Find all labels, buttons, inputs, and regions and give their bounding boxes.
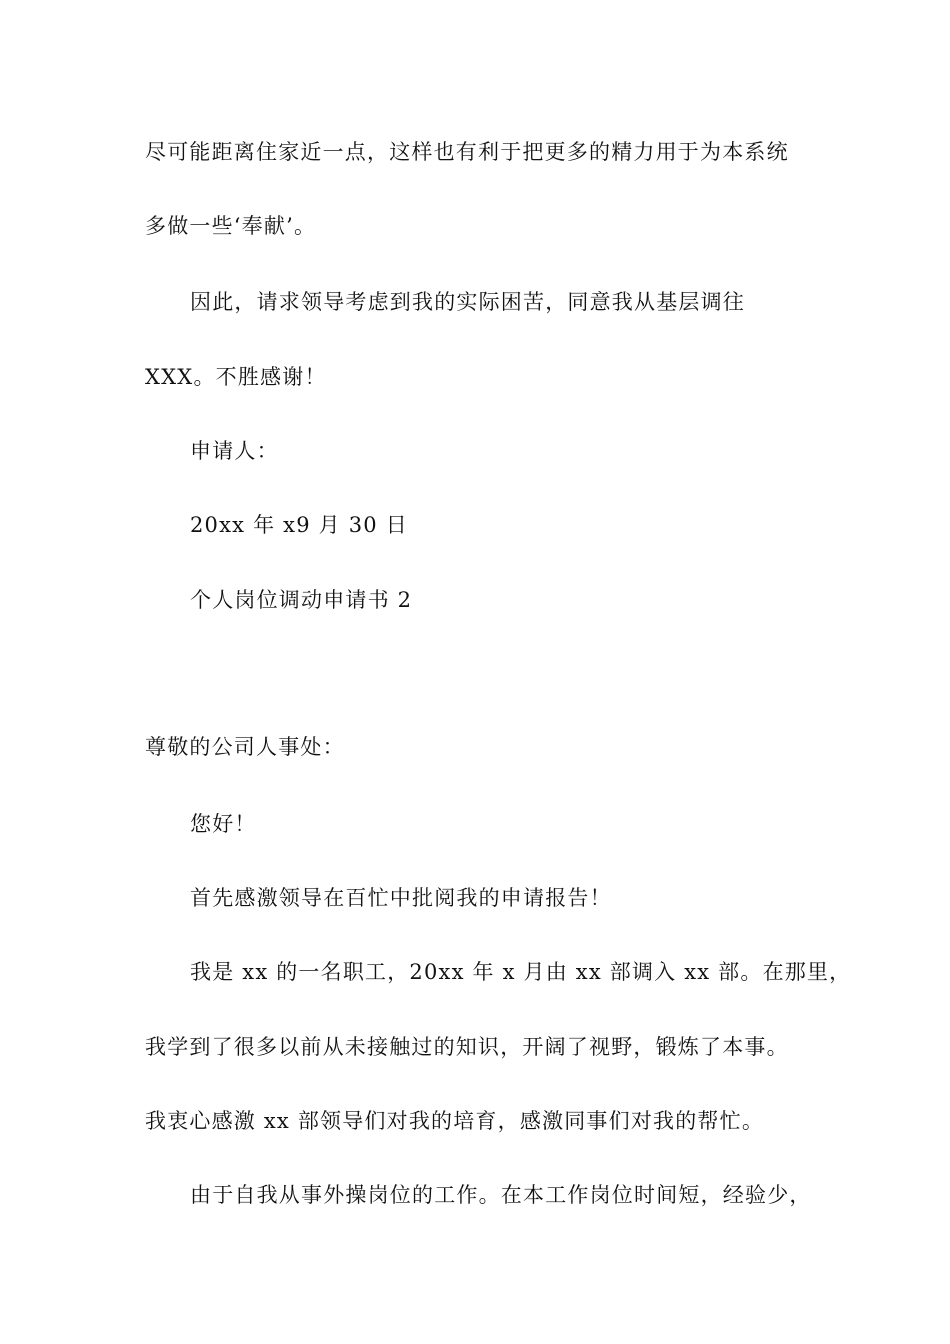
paragraph-line: 我学到了很多以前从未接触过的知识，开阔了视野，锻炼了本事。: [145, 1035, 789, 1059]
paragraph-line: 多做一些‘奉献’。: [145, 214, 317, 238]
paragraph-line: XXX。不胜感谢！: [145, 365, 327, 389]
section-title: 个人岗位调动申请书 2: [190, 588, 413, 612]
date-line: 20xx 年 x9 月 30 日: [190, 513, 408, 537]
paragraph-line: 由于自我从事外操岗位的工作。在本工作岗位时间短，经验少，: [190, 1183, 812, 1207]
greeting: 您好！: [190, 812, 257, 836]
paragraph-line: 因此，请求领导考虑到我的实际困苦，同意我从基层调往: [190, 290, 745, 314]
paragraph-line: 我衷心感激 xx 部领导们对我的培育，感激同事们对我的帮忙。: [145, 1109, 765, 1133]
salutation: 尊敬的公司人事处：: [145, 735, 345, 759]
applicant-label: 申请人：: [190, 439, 279, 463]
paragraph-line: 我是 xx 的一名职工，20xx 年 x 月由 xx 部调入 xx 部。在那里，: [190, 960, 852, 984]
paragraph-line: 尽可能距离住家近一点，这样也有利于把更多的精力用于为本系统: [145, 140, 789, 164]
paragraph-line: 首先感激领导在百忙中批阅我的申请报告！: [190, 886, 612, 910]
